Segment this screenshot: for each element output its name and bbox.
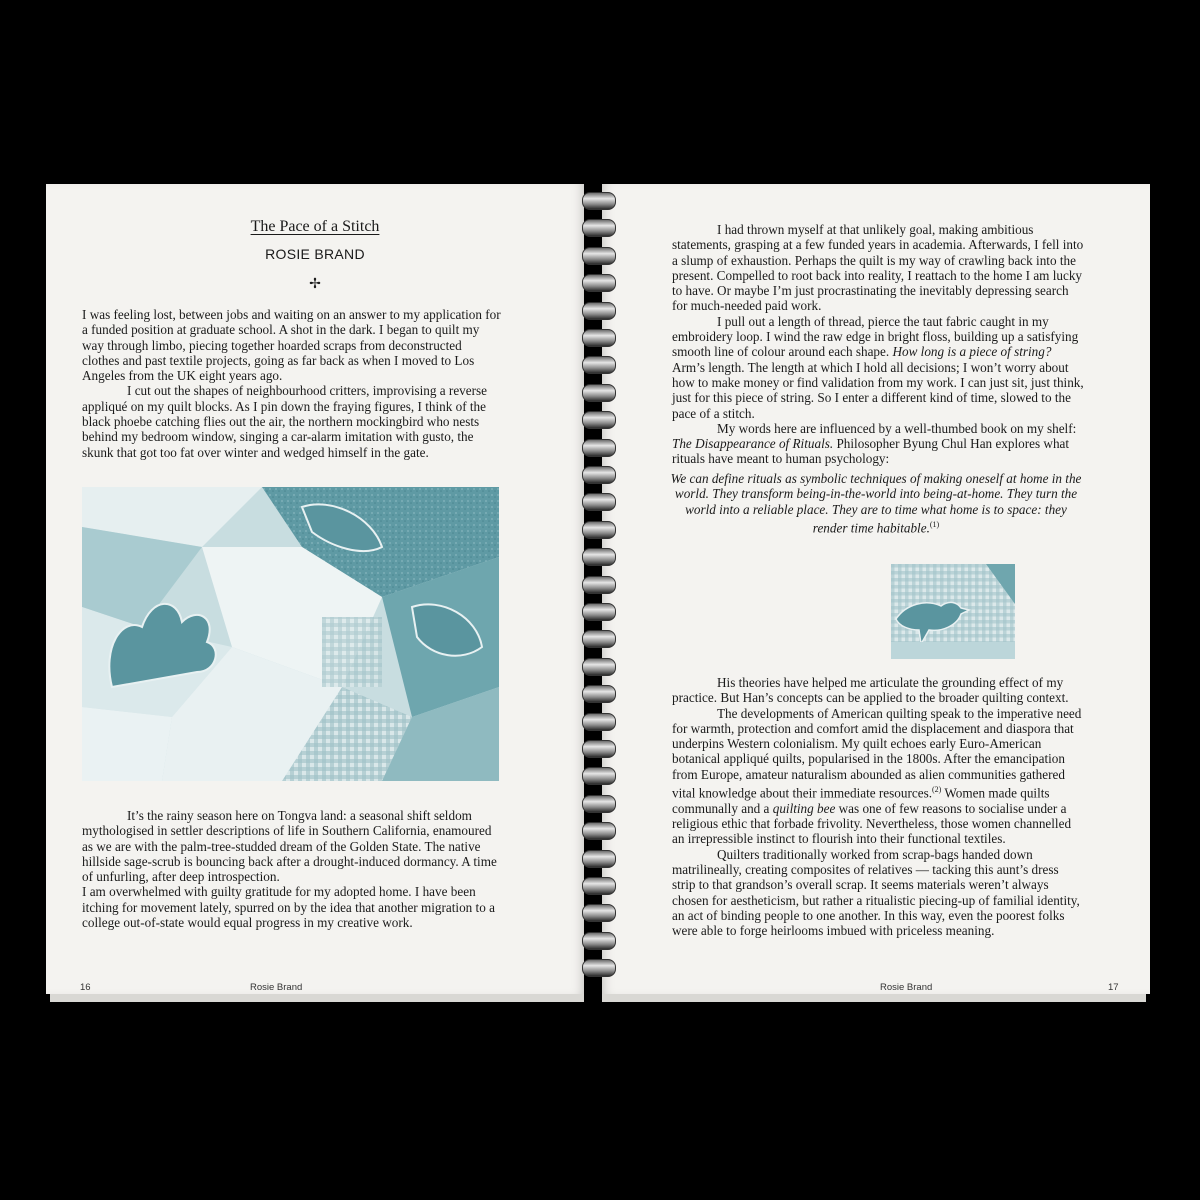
spiral-coil xyxy=(582,822,616,840)
spiral-coil xyxy=(582,685,616,703)
spiral-coil xyxy=(582,740,616,758)
text-run: Arm’s length. The length at which I hold all decisions; I won’t worry about how to make money or find validation from my work. I can just sit, just think, just for this piece of string. So I enter a different kind of time, slowed to the pace of a stitch. xyxy=(672,359,1084,421)
spiral-coil xyxy=(582,795,616,813)
spiral-coil xyxy=(582,247,616,265)
spiral-coil xyxy=(582,439,616,457)
paragraph: I was feeling lost, between jobs and waiting on an answer to my application for a funded position at graduate school. A shot in the dark. I began to quilt my way through limbo, piecing together hoarded scraps from deconstructed clothes and past textile projects, going as far back as when I moved to Los Angeles from the UK eight years ago. xyxy=(82,307,501,384)
ornament-icon: ✢ xyxy=(309,277,321,292)
left-body-bottom xyxy=(82,808,502,930)
paragraph: Quilters traditionally worked from scrap-bags handed down matrilineally, creating composites of relatives — tacking this aunt’s dress strip to that grandson’s overall scrap. It seems materials weren’t always chosen for aestheticism, but rather a ritualistic piecing-up of familial identity, an act of binding people to one another. In this way, even the poorest folks were able to forge heirlooms imbued with priceless meaning. xyxy=(672,846,1080,939)
spiral-coil xyxy=(582,302,616,320)
spiral-coil xyxy=(582,932,616,950)
spiral-coil xyxy=(582,767,616,785)
right-page xyxy=(602,184,1150,994)
quilt-image xyxy=(82,487,499,781)
footnote-ref: (1) xyxy=(929,519,940,529)
spiral-coil xyxy=(582,603,616,621)
book-title: The Disappearance of Rituals. xyxy=(672,436,834,452)
spiral-coil xyxy=(582,658,616,676)
right-body-bottom xyxy=(672,675,1084,938)
spiral-coil xyxy=(582,356,616,374)
spiral-coil xyxy=(582,713,616,731)
block-quote xyxy=(668,471,1084,536)
spiral-coil xyxy=(582,850,616,868)
paragraph: I had thrown myself at that unlikely goal, making ambitious statements, grasping at a few funded years in academia. Afterwards, I fell into a slump of exhaustion. Perhaps the quilt is my way of crawling back into the present. Compelled to root back into reality, I reattach to the home I am lucky to have. Or maybe I’m just procrastinating the inevitably depressing search for much-needed paid work. xyxy=(672,222,1084,314)
running-footer-right: Rosie Brand xyxy=(880,982,933,993)
page-edge xyxy=(602,994,1146,1002)
quilt-photo xyxy=(82,487,499,781)
spiral-coil xyxy=(582,576,616,594)
spiral-coil xyxy=(582,466,616,484)
spiral-coil xyxy=(582,274,616,292)
italic-phrase: How long is a piece of string? xyxy=(892,344,1052,360)
footnote-ref: (2) xyxy=(932,785,942,795)
left-page xyxy=(46,184,584,994)
spiral-coil xyxy=(582,192,616,210)
spiral-coil xyxy=(582,493,616,511)
paragraph xyxy=(672,706,1084,847)
right-body-top xyxy=(672,222,1084,467)
open-book-spread xyxy=(46,184,1150,1016)
page-edge xyxy=(50,994,584,1002)
spiral-coil xyxy=(582,877,616,895)
spiral-coil xyxy=(582,959,616,977)
paragraph: It’s the rainy season here on Tongva land: a seasonal shift seldom mythologised in settler descriptions of life in Southern California, enamoured as we are with the palm-tree-studded dream of the Golden State. The native hillside sage-scrub is bouncing back after a drought-induced dormancy. A time of unfurling, after deep introspection. xyxy=(82,808,497,885)
text-run: I pull out a length of thread, pierce the taut fabric caught in my embroidery loop. I wind the raw edge in bright floss, building up a satisfying smooth line of colour around each shape. xyxy=(672,313,1079,360)
italic-phrase: quilting bee xyxy=(772,800,836,816)
text-run: Philosopher Byung Chul Han explores what rituals have meant to human psychology: xyxy=(672,436,1070,467)
paragraph xyxy=(672,314,1084,421)
spiral-coil xyxy=(582,630,616,648)
bird-image xyxy=(891,564,1015,659)
spiral-coil xyxy=(582,904,616,922)
quote-text: We can define rituals as symbolic techniques of making oneself at home in the world. They transform being-in-the-world into being-at-home. They turn the world into a reliable place. They are to time what home is to space: they render time habitable. xyxy=(670,471,1082,536)
bird-photo xyxy=(891,564,1015,659)
text-run: Women made quilts communally and a xyxy=(672,785,1050,816)
spiral-coil xyxy=(582,521,616,539)
page-number-left: 16 xyxy=(80,982,91,993)
left-body-top xyxy=(82,307,502,460)
text-run: was one of few reasons to socialise under a religious ethic that forbade frivolity. Nevertheless, those women channelled an irrepressible instinct to flourish into their functional textiles. xyxy=(672,800,1072,847)
text-run: The developments of American quilting speak to the imperative need for warmth, protection and comfort amid the displacement and diaspora that underpins Western colonialism. My quilt echoes early Euro-American botanical appliqué quilts, popularised in the 1800s. After the emancipation from Europe, amateur naturalism abounded as alien communities gathered vital knowledge about their immediate resources. xyxy=(672,705,1082,801)
page-number-right: 17 xyxy=(1108,982,1119,993)
paragraph xyxy=(672,421,1084,467)
article-author: ROSIE BRAND xyxy=(265,246,365,262)
paragraph: I cut out the shapes of neighbourhood critters, improvising a reverse appliqué on my quilt blocks. As I pin down the fraying figures, I think of the black phoebe catching flies out the air, the northern mockingbird who nests behind my bedroom window, singing a car-alarm imitation with gusto, the skunk that got too fat over winter and wedged himself in the gate. xyxy=(82,383,487,460)
spiral-coil xyxy=(582,411,616,429)
spiral-coil xyxy=(582,384,616,402)
paragraph: I am overwhelmed with guilty gratitude for my adopted home. I have been itching for movement lately, spurred on by the idea that another migration to a college out-of-state would equal progress in my creative work. xyxy=(82,884,495,931)
running-footer-left: Rosie Brand xyxy=(250,982,303,993)
spiral-coil xyxy=(582,329,616,347)
spiral-coil xyxy=(582,548,616,566)
spiral-coil xyxy=(582,219,616,237)
paragraph: His theories have helped me articulate the grounding effect of my practice. But Han’s concepts can be applied to the broader quilting context. xyxy=(672,675,1069,706)
spiral-binding xyxy=(578,192,618,982)
text-run: My words here are influenced by a well-thumbed book on my shelf: xyxy=(717,420,1077,436)
article-title: The Pace of a Stitch xyxy=(250,218,380,235)
